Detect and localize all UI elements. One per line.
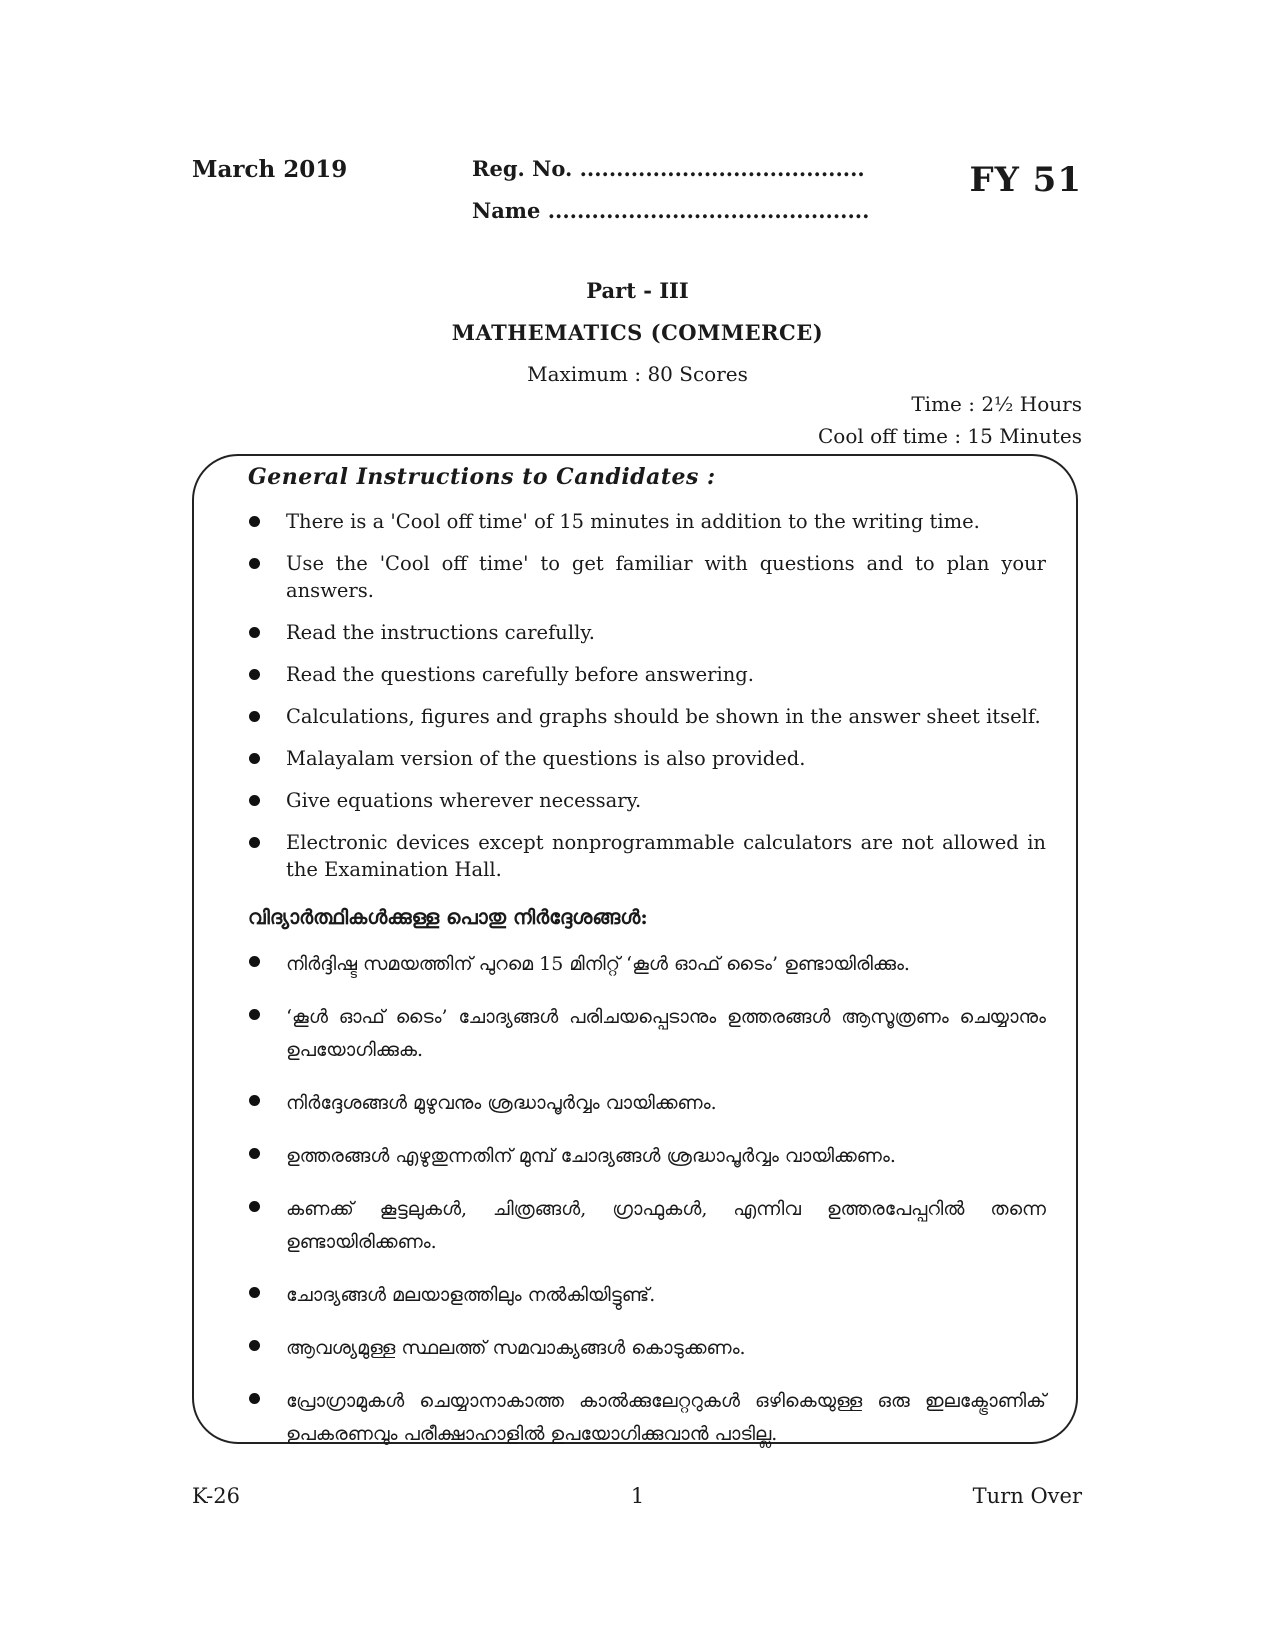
list-item: Calculations, figures and graphs should be shown in the answer sheet itself. (246, 703, 1046, 730)
bullet-icon (249, 1009, 260, 1020)
bullet-icon (249, 669, 260, 680)
bullet-icon (249, 956, 260, 967)
footer-code: K-26 (192, 1484, 240, 1508)
bullet-icon (249, 753, 260, 764)
bullet-icon (249, 1393, 260, 1404)
list-item: Electronic devices except nonprogrammable calculators are not allowed in the Examination Hall. (246, 829, 1046, 883)
name-field: Name ............................................ (472, 198, 870, 223)
bullet-icon (249, 627, 260, 638)
bullet-icon (249, 1148, 260, 1159)
list-item: Read the questions carefully before answering. (246, 661, 1046, 688)
list-item: ‘കൂൾ ഓഫ് ടൈം’ ചോദ്യങ്ങൾ പരിചയപ്പെടാനും ഉത്തരങ്ങൾ ആസൂത്രണം ചെയ്യാനും ഉപയോഗിക്കുക. (246, 1001, 1046, 1067)
bullet-icon (249, 1095, 260, 1106)
list-item: പ്രോഗ്രാമുകൾ ചെയ്യാനാകാത്ത കാൽക്കുലേറ്ററുകൾ ഒഴികെയുള്ള ഒരു ഇലക്ട്രോണിക് ഉപകരണവും പരീക്ഷാഹാളിൽ ഉപയോഗിക്കുവാൻ പാടില്ല. (246, 1385, 1046, 1451)
bullet-icon (249, 1340, 260, 1351)
list-item: ഉത്തരങ്ങൾ എഴുതുന്നതിന് മുമ്പ് ചോദ്യങ്ങൾ ശ്രദ്ധാപൂർവ്വം വായിക്കണം. (246, 1140, 1046, 1173)
bullet-icon (249, 558, 260, 569)
instructions-list-malayalam (246, 948, 1046, 1471)
list-item: There is a 'Cool off time' of 15 minutes in addition to the writing time. (246, 508, 1046, 535)
bullet-icon (249, 837, 260, 848)
bullet-icon (249, 1201, 260, 1212)
list-item: നിർദ്ദേശങ്ങൾ മുഴുവനും ശ്രദ്ധാപൂർവ്വം വായിക്കണം. (246, 1087, 1046, 1120)
bullet-icon (249, 795, 260, 806)
instructions-heading: General Instructions to Candidates : (248, 464, 716, 490)
part-label: Part - III (586, 278, 689, 303)
list-item: ചോദ്യങ്ങൾ മലയാളത്തിലും നൽകിയിട്ടുണ്ട്. (246, 1279, 1046, 1312)
max-score: Maximum : 80 Scores (527, 362, 748, 386)
time-allowed: Time : 2½ Hours (911, 392, 1082, 416)
bullet-icon (249, 1287, 260, 1298)
list-item: Use the 'Cool off time' to get familiar with questions and to plan your answers. (246, 550, 1046, 604)
bullet-icon (249, 711, 260, 722)
instructions-heading-malayalam: വിദ്യാർത്ഥികൾക്കുള്ള പൊതു നിർദ്ദേശങ്ങൾ: (248, 905, 648, 929)
reg-no-field: Reg. No. ....................................... (472, 156, 865, 181)
list-item: നിർദ്ദിഷ്ട സമയത്തിന് പുറമെ 15 മിനിറ്റ് ‘കൂൾ ഓഫ് ടൈം’ ഉണ്ടായിരിക്കും. (246, 948, 1046, 981)
cool-off-time: Cool off time : 15 Minutes (817, 424, 1082, 448)
exam-date: March 2019 (192, 156, 348, 183)
turn-over-label: Turn Over (972, 1484, 1082, 1508)
paper-code: FY 51 (969, 160, 1082, 200)
instructions-list (246, 508, 1046, 898)
list-item: Read the instructions carefully. (246, 619, 1046, 646)
list-item: ആവശ്യമുള്ള സ്ഥലത്ത് സമവാക്യങ്ങൾ കൊടുക്കണം. (246, 1332, 1046, 1365)
list-item: Give equations wherever necessary. (246, 787, 1046, 814)
bullet-icon (249, 516, 260, 527)
list-item: Malayalam version of the questions is also provided. (246, 745, 1046, 772)
page-number: 1 (630, 1484, 645, 1508)
list-item: കണക്ക് കൂട്ടലുകൾ, ചിത്രങ്ങൾ, ഗ്രാഫുകൾ, എന്നിവ ഉത്തരപേപ്പറിൽ തന്നെ ഉണ്ടായിരിക്കണം. (246, 1193, 1046, 1259)
subject-title: MATHEMATICS (COMMERCE) (451, 320, 824, 345)
